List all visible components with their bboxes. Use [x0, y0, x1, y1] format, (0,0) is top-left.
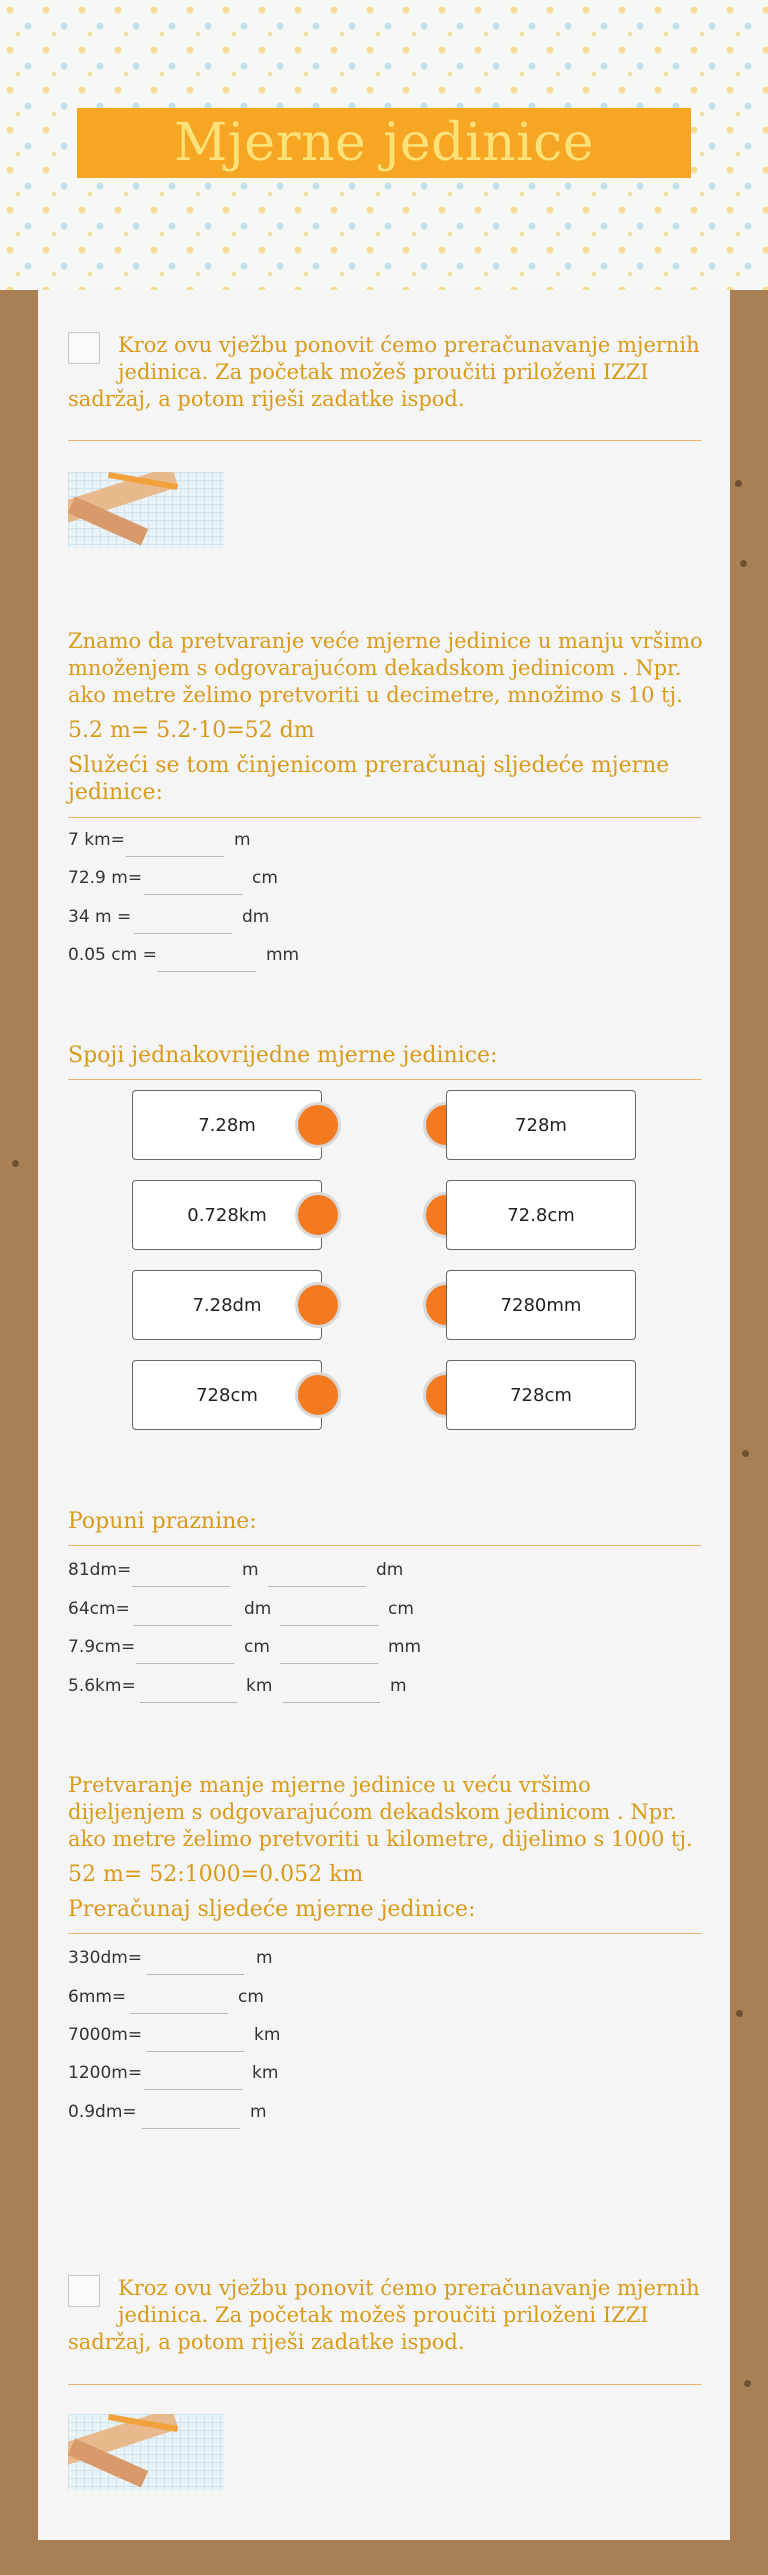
answer-input[interactable]	[144, 2089, 242, 2090]
fill-label: 81dm=	[68, 1560, 132, 1580]
intro-text: Kroz ovu vježbu ponovit ćemo preračunavanje mjernih jedinica. Za početak možeš proučiti priloženi IZZI sadržaj, a potom riješi zadatke ispod.	[68, 333, 700, 411]
section1-example: 5.2 m= 5.2·10=52 dm	[68, 718, 315, 743]
section4-example: 52 m= 52:1000=0.052 km	[68, 1862, 364, 1887]
match-label: 7.28dm	[192, 1294, 262, 1316]
match-left-box[interactable]	[132, 1270, 322, 1340]
answer-input[interactable]	[130, 2013, 228, 2014]
match-left-box[interactable]	[132, 1180, 322, 1250]
unit-label: mm	[388, 1637, 422, 1657]
match-label: 7.28m	[198, 1114, 256, 1136]
izzi-content-thumbnail[interactable]	[68, 2414, 224, 2490]
match-right-box[interactable]	[446, 1360, 636, 1430]
fill-label: 5.6km=	[68, 1676, 136, 1696]
unit-label: m	[234, 830, 251, 850]
cork-speck	[735, 480, 742, 487]
section4-paragraph: Pretvaranje manje mjerne jedinice u veću vršimo dijeljenjem s odgovarajućom dekadskom jedinicom . Npr. ako metre želimo pretvoriti u kilometre, dijelimo s 1000 tj.	[68, 1773, 693, 1851]
conversion-label: 34 m =	[68, 907, 132, 927]
match-label: 728cm	[196, 1384, 258, 1406]
divider	[68, 2384, 702, 2385]
match-left-box[interactable]	[132, 1360, 322, 1430]
conversion-label: 0.05 cm =	[68, 945, 157, 965]
answer-input[interactable]	[132, 1586, 230, 1587]
match-connector-dot[interactable]	[295, 1282, 341, 1328]
match-connector-dot[interactable]	[295, 1192, 341, 1238]
conversion-label: 7 km=	[68, 830, 125, 850]
cork-speck	[744, 2380, 751, 2387]
answer-input[interactable]	[134, 1625, 232, 1626]
answer-input[interactable]	[280, 1625, 378, 1626]
answer-input[interactable]	[142, 2128, 240, 2129]
match-right-box[interactable]	[446, 1090, 636, 1160]
section3-heading: Popuni praznine:	[68, 1509, 257, 1534]
match-label: 72.8cm	[507, 1204, 575, 1226]
worksheet-card	[38, 290, 730, 2540]
cork-speck	[742, 1450, 749, 1457]
unit-label: m	[242, 1560, 259, 1580]
answer-input[interactable]	[134, 933, 232, 934]
answer-input[interactable]	[268, 1586, 366, 1587]
unit-label: dm	[242, 907, 270, 927]
section4-instruction: Preračunaj sljedeće mjerne jedinice:	[68, 1897, 476, 1922]
conversion-label: 330dm=	[68, 1948, 143, 1968]
cork-speck	[740, 560, 747, 567]
conversion-label: 0.9dm=	[68, 2102, 137, 2122]
cork-speck	[12, 1160, 19, 1167]
intro-block-repeat	[68, 2275, 708, 2356]
match-label: 7280mm	[500, 1294, 582, 1316]
unit-label: cm	[252, 868, 278, 888]
answer-input[interactable]	[146, 2051, 244, 2052]
answer-input[interactable]	[140, 1702, 238, 1703]
unit-label: dm	[376, 1560, 404, 1580]
unit-label: dm	[244, 1599, 272, 1619]
match-label: 728m	[515, 1114, 567, 1136]
match-label: 728cm	[510, 1384, 572, 1406]
cork-speck	[736, 2010, 743, 2017]
unit-label: cm	[388, 1599, 414, 1619]
divider	[68, 1545, 702, 1546]
divider	[68, 440, 702, 441]
conversion-label: 7000m=	[68, 2025, 143, 2045]
answer-input[interactable]	[282, 1702, 380, 1703]
section1-paragraph: Znamo da pretvaranje veće mjerne jedinice u manju vršimo množenjem s odgovarajućom dekadskom jedinicom . Npr. ako metre želimo pretvoriti u decimetre, množimo s 10 tj.	[68, 629, 703, 707]
match-right-box[interactable]	[446, 1270, 636, 1340]
divider	[68, 1079, 702, 1080]
divider	[68, 817, 702, 818]
unit-label: km	[246, 1676, 273, 1696]
broken-image-icon	[68, 332, 100, 364]
page-title-banner	[77, 108, 691, 178]
unit-label: km	[254, 2025, 281, 2045]
conversion-label: 6mm=	[68, 1987, 127, 2007]
match-connector-dot[interactable]	[295, 1102, 341, 1148]
page-title: Mjerne jedinice	[173, 113, 595, 173]
answer-input[interactable]	[146, 1974, 244, 1975]
fill-label: 7.9cm=	[68, 1637, 136, 1657]
match-right-box[interactable]	[446, 1180, 636, 1250]
broken-image-icon	[68, 2275, 100, 2307]
answer-input[interactable]	[136, 1663, 234, 1664]
unit-label: m	[256, 1948, 273, 1968]
unit-label: mm	[266, 945, 300, 965]
unit-label: m	[250, 2102, 267, 2122]
match-left-box[interactable]	[132, 1090, 322, 1160]
answer-input[interactable]	[280, 1663, 378, 1664]
unit-label: km	[252, 2063, 279, 2083]
section1-instruction: Služeći se tom činjenicom preračunaj sljedeće mjerne jedinice:	[68, 753, 670, 805]
answer-input[interactable]	[126, 856, 224, 857]
conversion-label: 72.9 m=	[68, 868, 143, 888]
fill-label: 64cm=	[68, 1599, 130, 1619]
match-label: 0.728km	[187, 1204, 267, 1226]
izzi-content-thumbnail[interactable]	[68, 472, 224, 548]
unit-label: m	[390, 1676, 407, 1696]
unit-label: cm	[244, 1637, 270, 1657]
divider	[68, 1933, 702, 1934]
intro-block	[68, 332, 708, 413]
match-connector-dot[interactable]	[295, 1372, 341, 1418]
unit-label: cm	[238, 1987, 264, 2007]
answer-input[interactable]	[158, 971, 256, 972]
answer-input[interactable]	[144, 894, 242, 895]
conversion-label: 1200m=	[68, 2063, 143, 2083]
intro-text: Kroz ovu vježbu ponovit ćemo preračunavanje mjernih jedinica. Za početak možeš proučiti priloženi IZZI sadržaj, a potom riješi zadatke ispod.	[68, 2276, 700, 2354]
section2-heading: Spoji jednakovrijedne mjerne jedinice:	[68, 1043, 498, 1068]
